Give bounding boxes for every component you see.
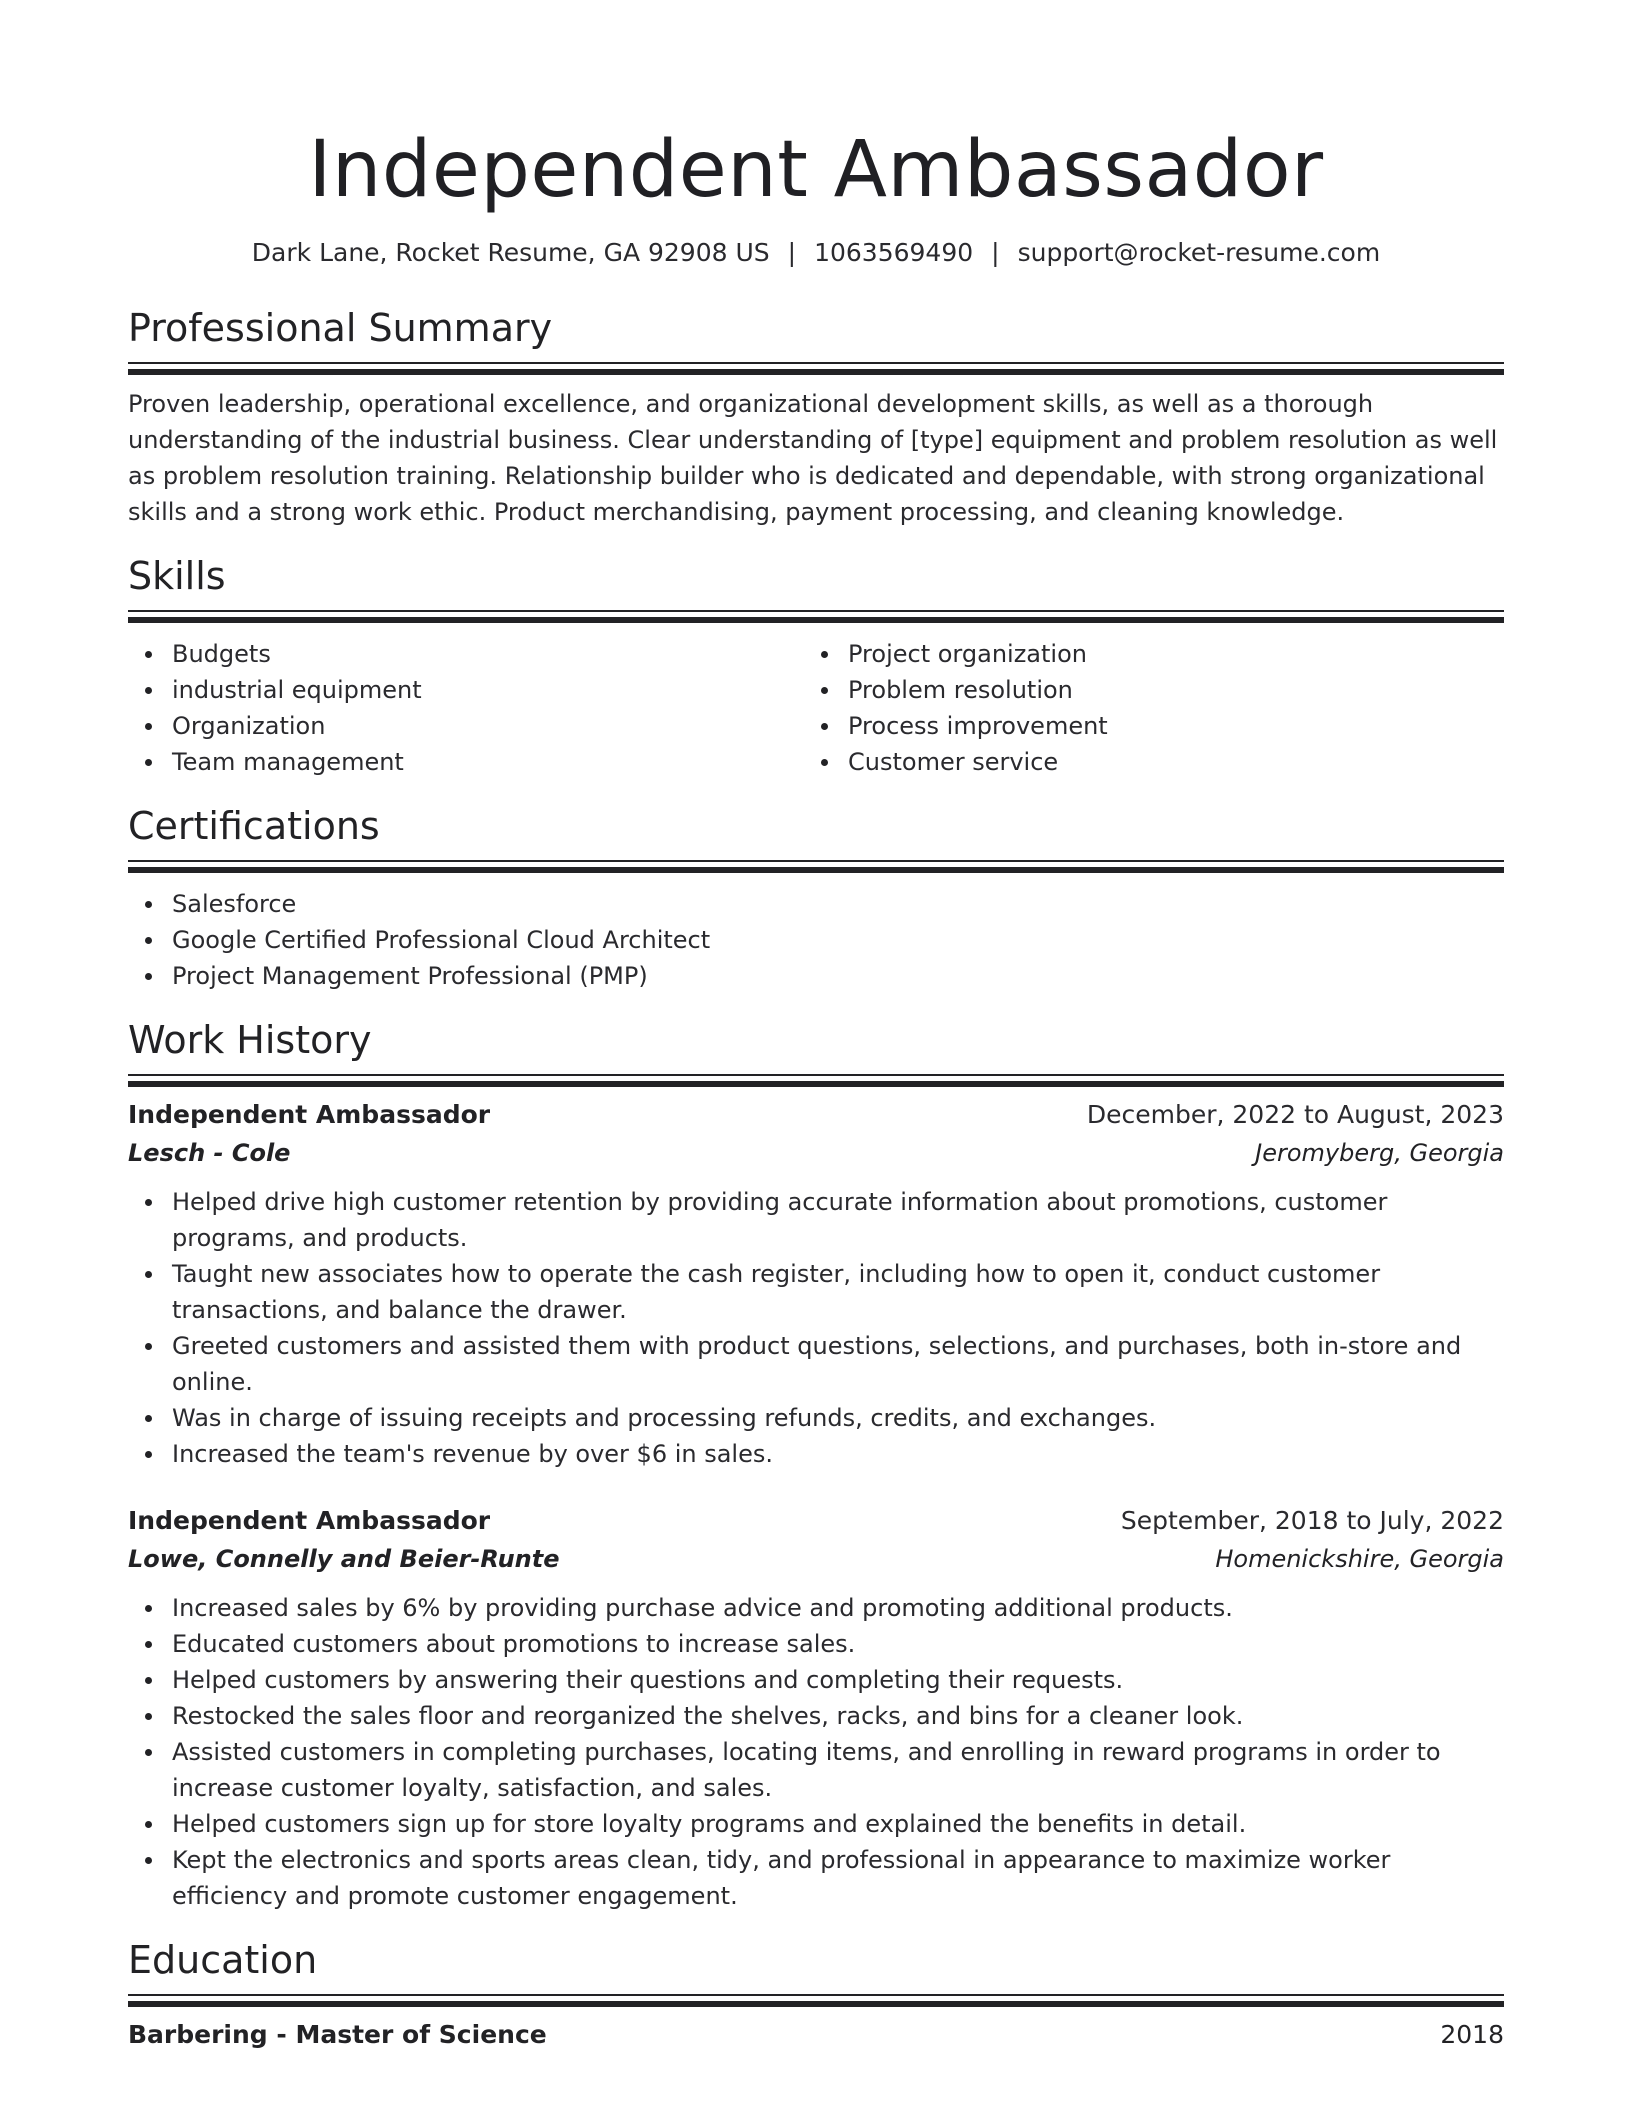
skill-item: Organization xyxy=(128,708,804,744)
contact-address: Dark Lane, Rocket Resume, GA 92908 US xyxy=(251,238,770,267)
job-company: Lesch - Cole xyxy=(128,1139,291,1167)
skills-section xyxy=(128,552,1504,780)
job-bullet: Was in charge of issuing receipts and processing refunds, credits, and exchanges. xyxy=(128,1400,1504,1436)
job-bullet: Helped drive high customer retention by providing accurate information about promotions, customer programs, and products. xyxy=(128,1184,1504,1256)
job-header xyxy=(128,1096,1504,1134)
section-divider xyxy=(128,1994,1504,2008)
job-bullet: Educated customers about promotions to increase sales. xyxy=(128,1626,1504,1662)
contact-separator: | xyxy=(991,238,1000,267)
education-year: 2018 xyxy=(1440,2020,1504,2049)
job-subheader xyxy=(128,1134,1504,1172)
section-divider xyxy=(128,610,1504,624)
job-location: Jeromyberg, Georgia xyxy=(1255,1139,1504,1167)
skills-columns xyxy=(128,636,1504,780)
section-title: Professional Summary xyxy=(128,306,553,350)
contact-phone: 1063569490 xyxy=(814,238,974,267)
work-history-section xyxy=(128,1016,1504,1914)
job-dates: December, 2022 to August, 2023 xyxy=(1086,1100,1504,1129)
contact-email: support@rocket-resume.com xyxy=(1017,238,1381,267)
job-bullet: Restocked the sales floor and reorganized the shelves, racks, and bins for a cleaner look. xyxy=(128,1698,1504,1734)
contact-line xyxy=(128,236,1504,270)
section-title: Education xyxy=(128,1938,318,1982)
job-title: Independent Ambassador xyxy=(128,1100,491,1129)
job-bullet: Greeted customers and assisted them with product questions, selections, and purchases, both in-store and online. xyxy=(128,1328,1504,1400)
certification-item: Salesforce xyxy=(128,886,1504,922)
job-dates: September, 2018 to July, 2022 xyxy=(1120,1506,1504,1535)
section-title: Skills xyxy=(128,554,226,598)
section-divider xyxy=(128,362,1504,376)
skills-list-right xyxy=(804,636,1480,780)
job-bullet: Helped customers sign up for store loyalty programs and explained the benefits in detail. xyxy=(128,1806,1504,1842)
skills-list-left xyxy=(128,636,804,780)
job-entry xyxy=(128,1502,1504,1914)
job-bullet: Taught new associates how to operate the cash register, including how to open it, conduct customer transactions, and balance the drawer. xyxy=(128,1256,1504,1328)
contact-separator: | xyxy=(787,238,797,267)
summary-text: Proven leadership, operational excellence, and organizational development skills, as well as a thorough understanding of the industrial business. Clear understanding of [type] equipment and problem resolution as well as problem resolution training. Relationship builder who is dedicated and dependable, with strong organizational skills and a strong work ethic. Product merchandising, payment processing, and cleaning knowledge. xyxy=(128,390,1498,526)
job-bullets xyxy=(128,1184,1504,1472)
job-title: Independent Ambassador xyxy=(128,1506,491,1535)
job-subheader xyxy=(128,1540,1504,1578)
certifications-section xyxy=(128,802,1504,994)
job-location: Homenickshire, Georgia xyxy=(1215,1545,1504,1573)
job-entry xyxy=(128,1096,1504,1472)
job-company: Lowe, Connelly and Beier-Runte xyxy=(128,1545,560,1573)
education-section xyxy=(128,1936,1504,2054)
education-entry xyxy=(128,2016,1504,2054)
job-bullet: Assisted customers in completing purchases, locating items, and enrolling in reward programs in order to increase customer loyalty, satisfaction, and sales. xyxy=(128,1734,1504,1806)
job-bullet: Increased sales by 6% by providing purchase advice and promoting additional products. xyxy=(128,1590,1504,1626)
section-divider xyxy=(128,860,1504,874)
job-header xyxy=(128,1502,1504,1540)
resume-page xyxy=(128,0,1504,2054)
summary-section xyxy=(128,304,1504,530)
job-bullet: Increased the team's revenue by over $6 in sales. xyxy=(128,1436,1504,1472)
skill-item: Team management xyxy=(128,744,804,780)
job-bullet: Helped customers by answering their questions and completing their requests. xyxy=(128,1662,1504,1698)
section-title: Certifications xyxy=(128,804,380,848)
skill-item: Customer service xyxy=(804,744,1480,780)
skill-item: Process improvement xyxy=(804,708,1480,744)
certification-item: Project Management Professional (PMP) xyxy=(128,958,1504,994)
education-degree: Barbering - Master of Science xyxy=(128,2020,547,2049)
certification-item: Google Certified Professional Cloud Architect xyxy=(128,922,1504,958)
certifications-list xyxy=(128,886,1504,994)
job-bullet: Kept the electronics and sports areas clean, tidy, and professional in appearance to maximize worker efficiency and promote customer engagement. xyxy=(128,1842,1504,1914)
candidate-name: Independent Ambassador xyxy=(308,125,1324,215)
skill-item: Problem resolution xyxy=(804,672,1480,708)
skill-item: Project organization xyxy=(804,636,1480,672)
job-bullets xyxy=(128,1590,1504,1914)
section-divider xyxy=(128,1074,1504,1088)
skill-item: industrial equipment xyxy=(128,672,804,708)
skill-item: Budgets xyxy=(128,636,804,672)
section-title: Work History xyxy=(128,1018,372,1062)
